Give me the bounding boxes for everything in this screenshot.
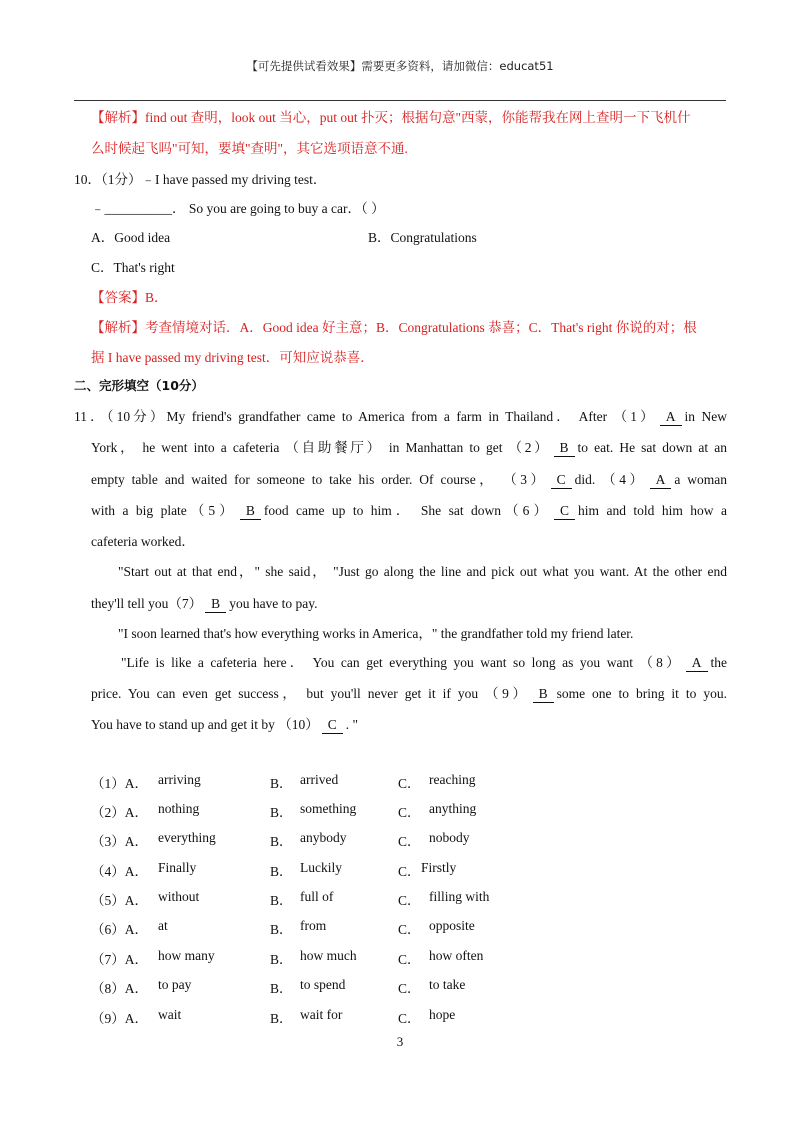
q11-line5: cafeteria worked． (91, 534, 195, 549)
q11-line3: empty table and waited for someone to take his order. Of course， （3） C did. （4） A a woman (91, 472, 727, 487)
q10-option-a: A．Good idea (91, 230, 171, 245)
q11-line7: they'll tell you（7） B you have to pay. (91, 596, 318, 611)
q11-line11: You have to stand up and get it by （10） C . " (91, 717, 359, 732)
answer-blank-2: B (554, 440, 575, 457)
prev-analysis-line1: 【解析】find out 查明，look out 当心，put out 扑灭；根据句意"西蒙，你能帮我在网上查明一下飞机什 (91, 110, 691, 125)
prev-analysis-line2: 么时候起飞吗"可知，要填"查明"，其它选项语意不通. (91, 141, 408, 156)
q10-answer: 【答案】B． (91, 290, 168, 305)
page-number: 3 (396, 1034, 404, 1049)
q10-analysis-line2: 据 I have passed my driving test．可知应说恭喜． (91, 350, 374, 365)
q11-line10: price. You can even get success， but you'll never get it if you （9） B some one to bring it to you. (91, 686, 727, 701)
answer-blank-3: C (551, 472, 572, 489)
page-header: 【可先提供试看效果】需要更多资料，请加微信：educat51 (246, 59, 554, 73)
q11-line4: with a big plate（5） B food came up to him． She sat down（6） C him and told him how a (91, 503, 727, 518)
q10-line2 (91, 197, 385, 217)
section-title: 二、完形填空（10分） (74, 378, 204, 393)
q10-stem: 10．（1分）﹣I have passed my driving test． (74, 172, 327, 187)
answer-blank-10: C (322, 717, 343, 734)
q11-line2: York， he went into a cafeteria （自助餐厅） in Manhattan to get （2） B to eat. He sat down at an (91, 440, 727, 455)
answer-blank-7: B (205, 596, 226, 613)
answer-blank-4: A (650, 472, 672, 489)
q11-line1: 11．（10分）My friend's grandfather came to America from a farm in Thailand． After （1） A in New (74, 409, 727, 424)
answer-blank-1: A (660, 409, 682, 426)
q10-analysis-line1: 【解析】考查情境对话．A．Good idea 好主意；B．Congratulations 恭喜；C．That's right 你说的对；根 (91, 320, 697, 335)
q11-line9: "Life is like a cafeteria here． You can get everything you want so long as you want （8） A the (121, 655, 727, 670)
answer-blank-9: B (533, 686, 554, 703)
answer-blank-8: A (686, 655, 708, 672)
q11-line8: "I soon learned that's how everything works in America，" the grandfather told my friend later. (118, 626, 634, 641)
header-rule (74, 100, 726, 101)
q10-blank: __________ (104, 201, 172, 216)
q10-option-b: B．Congratulations (368, 230, 477, 245)
q10-rest: ． So you are going to buy a car．（ ） (172, 201, 385, 216)
q10-option-c: C．That's right (91, 260, 175, 275)
q10-prefix: ﹣ (91, 201, 105, 216)
q11-line6: "Start out at that end，" she said， "Just go along the line and pick out what you want. At the other end (118, 564, 727, 579)
answer-blank-6: C (554, 503, 575, 520)
answer-blank-5: B (240, 503, 261, 520)
